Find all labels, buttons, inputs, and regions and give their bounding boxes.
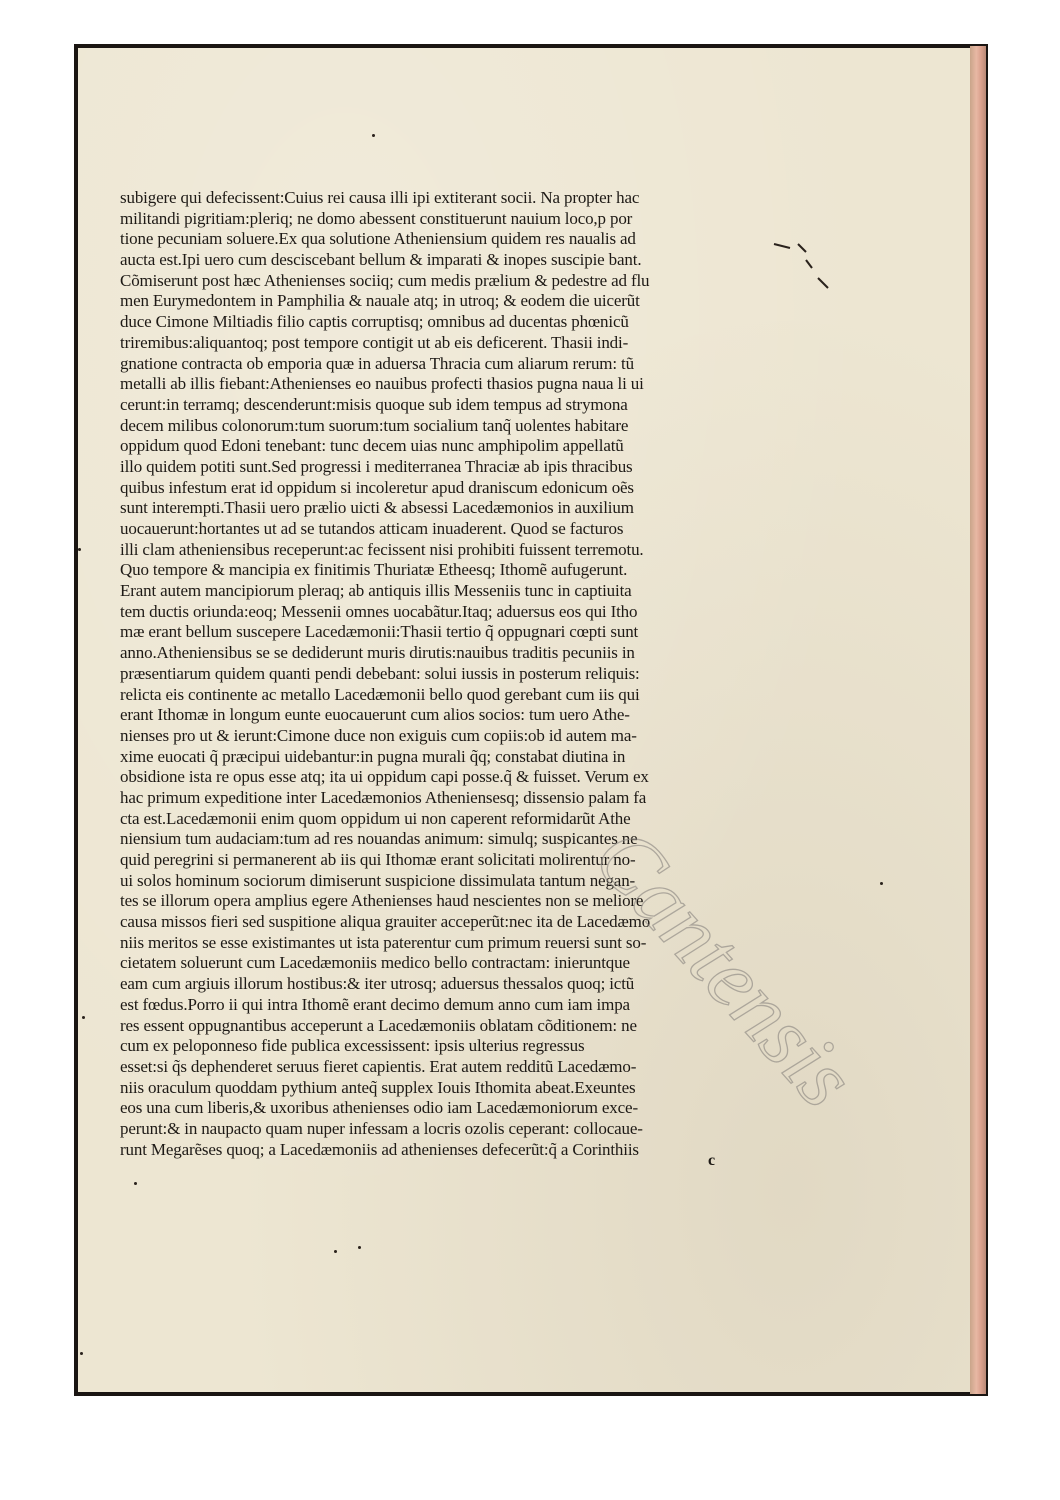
text-line: niis meritos se esse existimantes ut ista paterentur cum primum reuersi sunt so- bbox=[120, 932, 647, 952]
text-line: eos una cum liberis,& uxoribus athenienses odio iam Lacedæmoniorum exce- bbox=[120, 1098, 638, 1118]
text-line: perunt:& in naupacto quam nuper infessam a locris ozolis ceperant: collocaue- bbox=[120, 1118, 643, 1138]
text-line: xime euocati q̃ præcipui uidebantur:in pugna murali q̃q; constabat diutina in bbox=[120, 746, 626, 766]
text-line: præsentiarum quidem quanti pendi debebant: solui iussis in posterum reliquis: bbox=[120, 663, 640, 683]
pen-stroke bbox=[774, 244, 790, 248]
text-line: ui solos hominum sociorum dimiserunt suspicione dissimulata tantum negan- bbox=[120, 870, 636, 890]
text-line: causa missos fieri sed suspitione aliqua grauiter acceperũt:nec ita de Lacedæmo bbox=[120, 912, 651, 932]
text-line: nienses pro ut & ierunt:Cimone duce non exiguis cum copiis:ob id autem ma- bbox=[120, 725, 637, 745]
text-line: quid peregrini si permanerent ab iis qui Ithomæ erant solicitati molirentur no- bbox=[120, 850, 636, 869]
pen-stroke bbox=[798, 244, 806, 252]
text-line: esset:si q̃s dephenderet seruus fieret capientis. Erat autem redditũ Lacedæmo- bbox=[120, 1056, 637, 1076]
text-line: Cõmiserunt post hæc Athenienses sociiq; cum medis prælium & pedestre ad flu bbox=[120, 270, 650, 290]
text-line: illo quidem potiti sunt.Sed progressi i mediterranea Thraciæ ab ipis thracibus bbox=[120, 456, 633, 476]
text-line: niensium tum audaciam:tum ad res nouandas animum: simulq; suspicantes ne bbox=[120, 829, 638, 849]
text-line: cerunt:in terramq; descenderunt:misis quoque sub idem tempus ad strymona bbox=[120, 394, 628, 414]
text-line: cietatem soluerunt cum Lacedæmoniis medico bello contractam: inieruntque bbox=[120, 953, 630, 973]
signature-mark: c bbox=[708, 1152, 716, 1169]
text-line: niis oraculum quoddam pythium anteq̃ supplex Iouis Ithomita abeat.Exeuntes bbox=[120, 1077, 636, 1097]
text-line: mæ erant bellum suscepere Lacedæmonii:Thasii tertio q̃ oppugnari cœpti sunt bbox=[120, 622, 639, 642]
text-line: sunt interempti.Thasii uero prælio uicti & absessi Lacedæmonios in auxilium bbox=[120, 498, 634, 518]
text-line: uocauerunt:hortantes ut ad se tutandos atticam inuaderent. Quod se facturos bbox=[120, 519, 624, 538]
text-line: Erant autem mancipiorum pleraq; ab antiquis illis Messeniis tunc in captiuita bbox=[120, 581, 632, 601]
text-line: men Eurymedontem in Pamphilia & nauale atq; in utroq; & eodem die uicerũt bbox=[120, 291, 640, 311]
text-line: oppidum quod Edoni tenebant: tunc decem uias nunc amphipolim appellatũ bbox=[120, 436, 624, 456]
text-line: obsidione ista re opus esse atq; ita ui oppidum capi posse.q̃ & fuisset. Verum ex bbox=[120, 767, 649, 787]
text-line: eam cum argiuis illorum hostibus:& iter utrosq; aduersus thessalos quoq; ictũ bbox=[120, 974, 635, 994]
text-line: metalli ab illis fiebant:Athenienses eo nauibus profecti thasios pugna naua li ui bbox=[120, 374, 644, 394]
text-line: est fœdus.Porro ii qui intra Ithomẽ erant decimo demum anno cum iam impa bbox=[120, 994, 630, 1014]
text-line: subigere qui defecissent:Cuius rei causa illi ipi extiterant socii. Na propter hac bbox=[120, 188, 640, 207]
text-line: decem milibus colonorum:tum suorum:tum socialium tanq̃ uolentes habitare bbox=[120, 415, 629, 435]
watermark-text: Cantensis bbox=[575, 808, 875, 1125]
text-line: gnatione contracta ob emporia quæ in aduersa Thracia cum aliarum rerum: tũ bbox=[120, 353, 634, 373]
text-line: anno.Atheniensibus se se dediderunt muris dirutis:nauibus traditis pecuniis in bbox=[120, 643, 635, 663]
text-line: Quo tempore & mancipia ex finitimis Thuriatæ Etheesq; Ithomẽ aufugerunt. bbox=[120, 560, 628, 580]
text-line: cta est.Lacedæmonii enim quom oppidum ui non caperent reformidarũt Athe bbox=[120, 808, 631, 828]
text-line: erant Ithomæ in longum eunte euocauerunt cum alios socios: tum uero Athe- bbox=[120, 705, 630, 725]
pen-stroke bbox=[806, 260, 812, 268]
text-line: quibus infestum erat id oppidum si incoleretur apud draniscum edonicum oẽs bbox=[120, 477, 634, 497]
text-line: tione pecuniam soluere.Ex qua solutione Atheniensium quidem res naualis ad bbox=[120, 229, 636, 249]
text-line: tes se illorum opera amplius egere Athenienses haud nescientes non se meliore bbox=[120, 891, 644, 911]
text-line: cum ex peloponneso fide publica excessissent: ipsis ulterius regressus bbox=[120, 1036, 585, 1056]
text-line: aucta est.Ipi uero cum desciscebant bellum & imparati & inopes suscipie bant. bbox=[120, 250, 642, 270]
text-line: hac primum expeditione inter Lacedæmonios Atheniensesq; dissensio palam fa bbox=[120, 787, 647, 807]
pen-stroke bbox=[818, 278, 828, 288]
text-line: militandi pigritiam:pleriq; ne domo abessent constituerunt nauium loco,p por bbox=[120, 208, 633, 228]
text-line: runt Megarẽses quoq; a Lacedæmoniis ad athenienses defecerũt:q̃ a Corinthiis bbox=[120, 1139, 639, 1159]
text-line: res essent oppugnantibus acceperunt a Lacedæmoniis oblatam cõditionem: ne bbox=[120, 1015, 637, 1035]
text-line: triremibus:aliquantoq; post tempore contigit ut ab eis deficerent. Thasii indi- bbox=[120, 332, 629, 352]
text-line: illi clam atheniensibus receperunt:ac fecissent nisi prohibiti fuissent terremotu. bbox=[120, 539, 644, 559]
text-line: duce Cimone Miltiadis filio captis corruptisq; omnibus ad ducentas phœnicũ bbox=[120, 312, 629, 332]
text-line: relicta eis continente ac metallo Lacedæmonii bello quod gerebant cum iis qui bbox=[120, 684, 640, 704]
text-line: tem ductis oriunda:eoq; Messenii omnes uocabãtur.Itaq; aduersus eos qui Itho bbox=[120, 601, 638, 621]
